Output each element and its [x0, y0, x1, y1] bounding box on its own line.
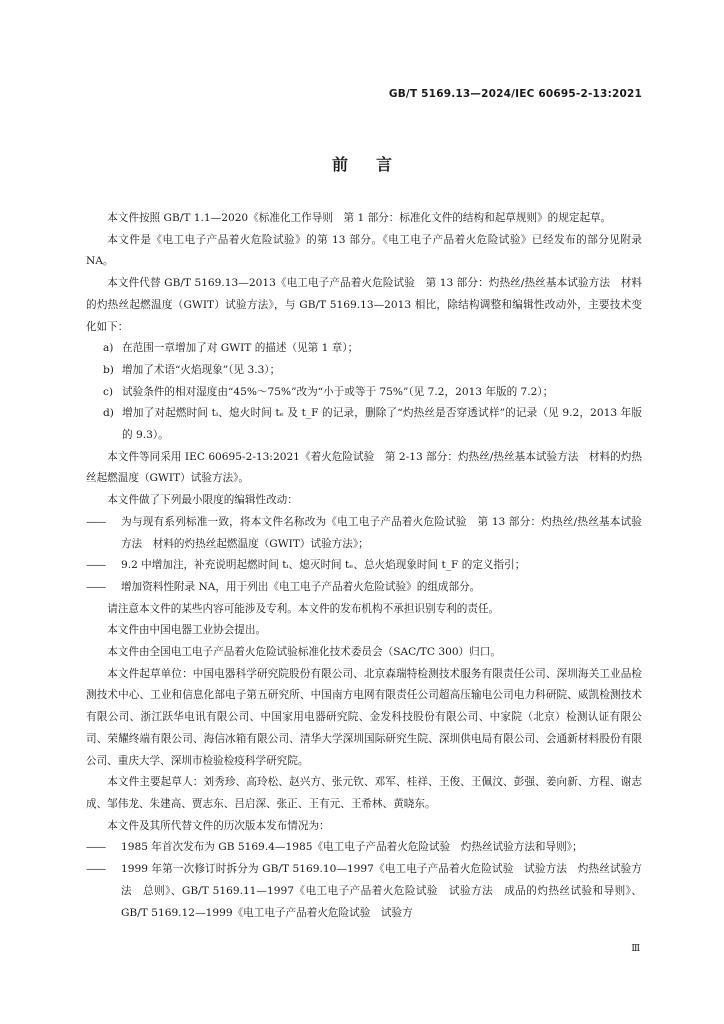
paragraph: 本文件由中国电器工业协会提出。 — [107, 624, 267, 637]
dash-item-text: 9.2 中增加注，补充说明起燃时间 tᵢ、熄灭时间 tₑ、总火焰现象时间 t_F 的定义指引； — [120, 559, 526, 572]
dash-item-text: 1985 年首次发布为 GB 5169.4—1985《电工电子产品着火危险试验 灼热丝试验方法和导则》； — [120, 841, 583, 854]
paragraph: 本文件由全国电工电子产品着火危险试验标准化技术委员会（SAC/TC 300）归口。 — [107, 646, 501, 659]
dash-item-text: 增加资料性附录 NA，用于列出《电工电子产品着火危险试验》的组成部分。 — [120, 580, 481, 593]
dash-item — [86, 555, 642, 577]
dash-item — [86, 837, 642, 859]
dash-item — [86, 859, 642, 924]
dash-item — [86, 577, 642, 599]
paragraph: 本文件按照 GB/T 1.1—2020《标准化工作导则 第 1 部分：标准化文件的结构和起草规则》的规定起草。 — [107, 212, 612, 224]
paragraph: 请注意本文件的某些内容可能涉及专利。本文件的发布机构不承担识别专利的责任。 — [107, 602, 500, 615]
list-item-text: 增加了对起燃时间 tᵢ、熄火时间 tₑ 及 t_F 的记录，删除了“灼热丝是否穿透试样”的记录（见 9.2，2013 年版的 9.3）。 — [122, 407, 642, 442]
page-title: 前言 — [331, 155, 420, 174]
paragraph: 本文件代替 GB/T 5169.13—2013《电工电子产品着火危险试验 第 13 部分：灼热丝/热丝基本试验方法 材料的灼热丝起燃温度（GWIT）试验方法》，与 GB/T 5169.13—2013 相比，除结构调整和编辑性改动外，主要技术变化如下： — [86, 277, 642, 333]
dash-marker: —— — [86, 580, 106, 593]
dash-item-text: 为与现有系列标准一致，将本文件名称改为《电工电子产品着火危险试验 第 13 部分：灼热丝/热丝基本试验方法 材料的灼热丝起燃温度（GWIT）试验方法》； — [120, 515, 642, 550]
page-number: Ⅲ — [631, 944, 640, 954]
paragraph: 本文件起草单位：中国电器科学研究院股份有限公司、北京森瑞特检测技术服务有限责任公司、深圳海关工业品检测技术中心、工业和信息化部电子第五研究所、中国南方电网有限责任公司超高压输电公司电力科研院、威凯检测技术有限公司、浙江跃华电讯有限公司、中国家用电器研究院、金发科技股份有限公司、中家院（北京）检测认证有限公司、荣耀终端有限公司、海信冰箱有限公司、清华大学深圳国际研究生院、深圳供电局有限公司、会通新材料股份有限公司、重庆大学、深圳市检验检疫科学研究院。 — [86, 667, 642, 767]
dash-marker: —— — [86, 559, 106, 572]
dash-marker: —— — [86, 515, 106, 528]
standard-code-header: GB/T 5169.13—2024/IEC 60695-2-13:2021 — [388, 88, 642, 100]
list-item — [86, 338, 642, 360]
dash-marker: —— — [86, 863, 106, 876]
paragraph: 本文件是《电工电子产品着火危险试验》的第 13 部分。《电工电子产品着火危险试验》已经发布的部分见附录 NA。 — [86, 233, 642, 268]
list-item — [86, 403, 642, 446]
paragraph: 本文件及其所代替文件的历次版本发布情况为： — [107, 819, 330, 832]
body-text — [86, 208, 642, 924]
list-item-text: 在范围一章增加了对 GWIT 的描述（见第 1 章）； — [122, 342, 359, 355]
paragraph: 本文件主要起草人：刘秀珍、高玲松、赵兴方、张元钦、邓军、桂祥、王俊、王佩汶、彭强、姜向新、方程、谢志成、邹伟龙、朱建高、贾志东、吕启深、张正、王有元、王希林、黄晓东。 — [86, 776, 642, 810]
paragraph: 本文件等同采用 IEC 60695-2-13:2021《着火危险试验 第 2-13 部分：灼热丝/热丝基本试验方法 材料的灼热丝起燃温度（GWIT）试验方法》。 — [86, 450, 642, 485]
paragraph: 本文件做了下列最小限度的编辑性改动： — [107, 494, 298, 507]
list-marker: a) — [102, 342, 114, 355]
dash-item — [86, 512, 642, 555]
list-marker: b) — [102, 363, 114, 376]
list-item-text: 增加了术语“火焰现象”（见 3.3）； — [122, 363, 281, 376]
list-item-text: 试验条件的相对湿度由“45%～75%”改为“小于或等于 75%”（见 7.2，2013 年版的 7.2）； — [122, 385, 554, 398]
list-item — [86, 382, 642, 404]
dash-marker: —— — [86, 841, 106, 854]
list-item — [86, 360, 642, 382]
dash-item-text: 1999 年第一次修订时拆分为 GB/T 5169.10—1997《电工电子产品着火危险试验 试验方法 灼热丝试验方法 总则》、GB/T 5169.11—1997《电工电子产品着火危险试验 试验方法 成品的灼热丝试验和导则》、GB/T 5169.12—1999《电工电子产品着火危险试验 试验方 — [120, 863, 642, 919]
list-marker: d) — [102, 407, 114, 420]
list-marker: c) — [102, 385, 114, 398]
